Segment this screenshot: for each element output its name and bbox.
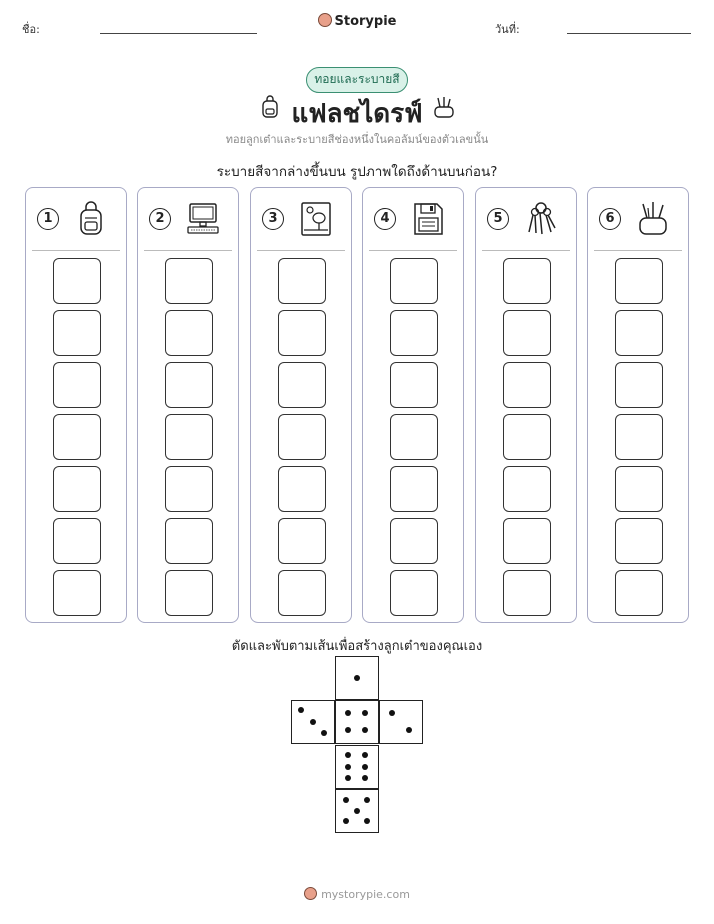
date-label: วันที่: bbox=[495, 23, 520, 36]
dice-face bbox=[379, 700, 423, 744]
dice-pip bbox=[354, 675, 360, 681]
color-box[interactable] bbox=[615, 518, 663, 564]
dice-pip bbox=[345, 727, 351, 733]
color-box[interactable] bbox=[278, 466, 326, 512]
color-box[interactable] bbox=[165, 362, 213, 408]
column-number: 2 bbox=[149, 208, 171, 230]
footer-url: mystorypie.com bbox=[321, 888, 410, 901]
column-divider bbox=[482, 250, 570, 251]
color-box[interactable] bbox=[278, 570, 326, 616]
column-1 bbox=[25, 187, 127, 623]
column-5 bbox=[475, 187, 577, 623]
pencil-case-icon bbox=[636, 200, 670, 238]
column-3 bbox=[250, 187, 352, 623]
column-divider bbox=[144, 250, 232, 251]
dice-pip bbox=[345, 710, 351, 716]
color-box[interactable] bbox=[390, 258, 438, 304]
column-number: 3 bbox=[262, 208, 284, 230]
dice-pip bbox=[345, 764, 351, 770]
color-box[interactable] bbox=[53, 310, 101, 356]
computer-icon bbox=[186, 200, 220, 238]
column-divider bbox=[32, 250, 120, 251]
cut-instruction: ตัดและพับตามเส้นเพื่อสร้างลูกเต๋าของคุณเอง bbox=[231, 639, 483, 654]
color-box[interactable] bbox=[278, 258, 326, 304]
column-divider bbox=[257, 250, 345, 251]
color-box[interactable] bbox=[165, 310, 213, 356]
dice-pip bbox=[364, 797, 370, 803]
column-6 bbox=[587, 187, 689, 623]
color-box[interactable] bbox=[53, 414, 101, 460]
color-box[interactable] bbox=[503, 570, 551, 616]
color-box[interactable] bbox=[278, 310, 326, 356]
dice-face bbox=[335, 656, 379, 700]
name-line[interactable] bbox=[100, 33, 257, 34]
color-box[interactable] bbox=[278, 414, 326, 460]
dice-pip bbox=[362, 710, 368, 716]
color-box[interactable] bbox=[165, 258, 213, 304]
floppy-disk-icon bbox=[411, 200, 445, 238]
color-box[interactable] bbox=[53, 258, 101, 304]
color-box[interactable] bbox=[390, 414, 438, 460]
column-4 bbox=[362, 187, 464, 623]
backpack-icon bbox=[74, 200, 108, 238]
subtitle: ทอยลูกเต๋าและระบายสีช่องหนึ่งในคอลัมน์ของตัวเลขนั้น bbox=[225, 133, 489, 146]
dice-pip bbox=[321, 730, 327, 736]
color-box[interactable] bbox=[390, 466, 438, 512]
color-box[interactable] bbox=[278, 362, 326, 408]
activity-badge: ทอยและระบายสี bbox=[306, 67, 408, 93]
color-box[interactable] bbox=[615, 466, 663, 512]
dice-pip bbox=[362, 775, 368, 781]
color-box[interactable] bbox=[53, 518, 101, 564]
brand-name: Storypie bbox=[334, 14, 397, 29]
column-number: 4 bbox=[374, 208, 396, 230]
dice-pip bbox=[345, 752, 351, 758]
dice-pip bbox=[345, 775, 351, 781]
keys-icon bbox=[524, 200, 558, 238]
color-box[interactable] bbox=[278, 518, 326, 564]
color-box[interactable] bbox=[503, 310, 551, 356]
dice-pip bbox=[362, 764, 368, 770]
color-box[interactable] bbox=[615, 570, 663, 616]
dice-pip bbox=[298, 707, 304, 713]
color-box[interactable] bbox=[165, 518, 213, 564]
color-box[interactable] bbox=[390, 518, 438, 564]
color-box[interactable] bbox=[503, 466, 551, 512]
dice-face bbox=[335, 700, 379, 744]
dice-face bbox=[335, 745, 379, 789]
column-divider bbox=[369, 250, 457, 251]
color-box[interactable] bbox=[615, 414, 663, 460]
dice-face bbox=[291, 700, 335, 744]
dice-pip bbox=[343, 818, 349, 824]
dice-pip bbox=[343, 797, 349, 803]
color-box[interactable] bbox=[615, 258, 663, 304]
color-box[interactable] bbox=[390, 362, 438, 408]
column-number: 1 bbox=[37, 208, 59, 230]
dice-face bbox=[335, 789, 379, 833]
dice-pip bbox=[406, 727, 412, 733]
color-box[interactable] bbox=[165, 570, 213, 616]
column-number: 6 bbox=[599, 208, 621, 230]
color-box[interactable] bbox=[390, 570, 438, 616]
color-box[interactable] bbox=[165, 466, 213, 512]
color-box[interactable] bbox=[53, 466, 101, 512]
color-box[interactable] bbox=[615, 362, 663, 408]
brand-logo bbox=[0, 13, 714, 29]
color-box[interactable] bbox=[390, 310, 438, 356]
question: ระบายสีจากล่างขึ้นบน รูปภาพใดถึงด้านบนก่อน? bbox=[216, 164, 498, 180]
color-box[interactable] bbox=[53, 570, 101, 616]
dice-pip bbox=[354, 808, 360, 814]
picture-icon bbox=[299, 200, 333, 238]
name-label: ชื่อ: bbox=[22, 23, 40, 36]
dice-pip bbox=[362, 752, 368, 758]
color-box[interactable] bbox=[165, 414, 213, 460]
dice-pip bbox=[310, 719, 316, 725]
bear-logo-icon bbox=[304, 887, 317, 900]
dice-pip bbox=[389, 710, 395, 716]
column-divider bbox=[594, 250, 682, 251]
date-line[interactable] bbox=[567, 33, 691, 34]
bear-logo-icon bbox=[318, 13, 332, 27]
color-box[interactable] bbox=[503, 362, 551, 408]
column-2 bbox=[137, 187, 239, 623]
color-box[interactable] bbox=[503, 258, 551, 304]
color-box[interactable] bbox=[503, 414, 551, 460]
footer bbox=[0, 887, 714, 901]
color-box[interactable] bbox=[503, 518, 551, 564]
column-number: 5 bbox=[487, 208, 509, 230]
page-title: แฟลชไดรฟ์ bbox=[291, 99, 423, 129]
dice-pip bbox=[362, 727, 368, 733]
pencil-case-icon bbox=[432, 95, 456, 119]
color-box[interactable] bbox=[53, 362, 101, 408]
color-box[interactable] bbox=[615, 310, 663, 356]
dice-pip bbox=[364, 818, 370, 824]
